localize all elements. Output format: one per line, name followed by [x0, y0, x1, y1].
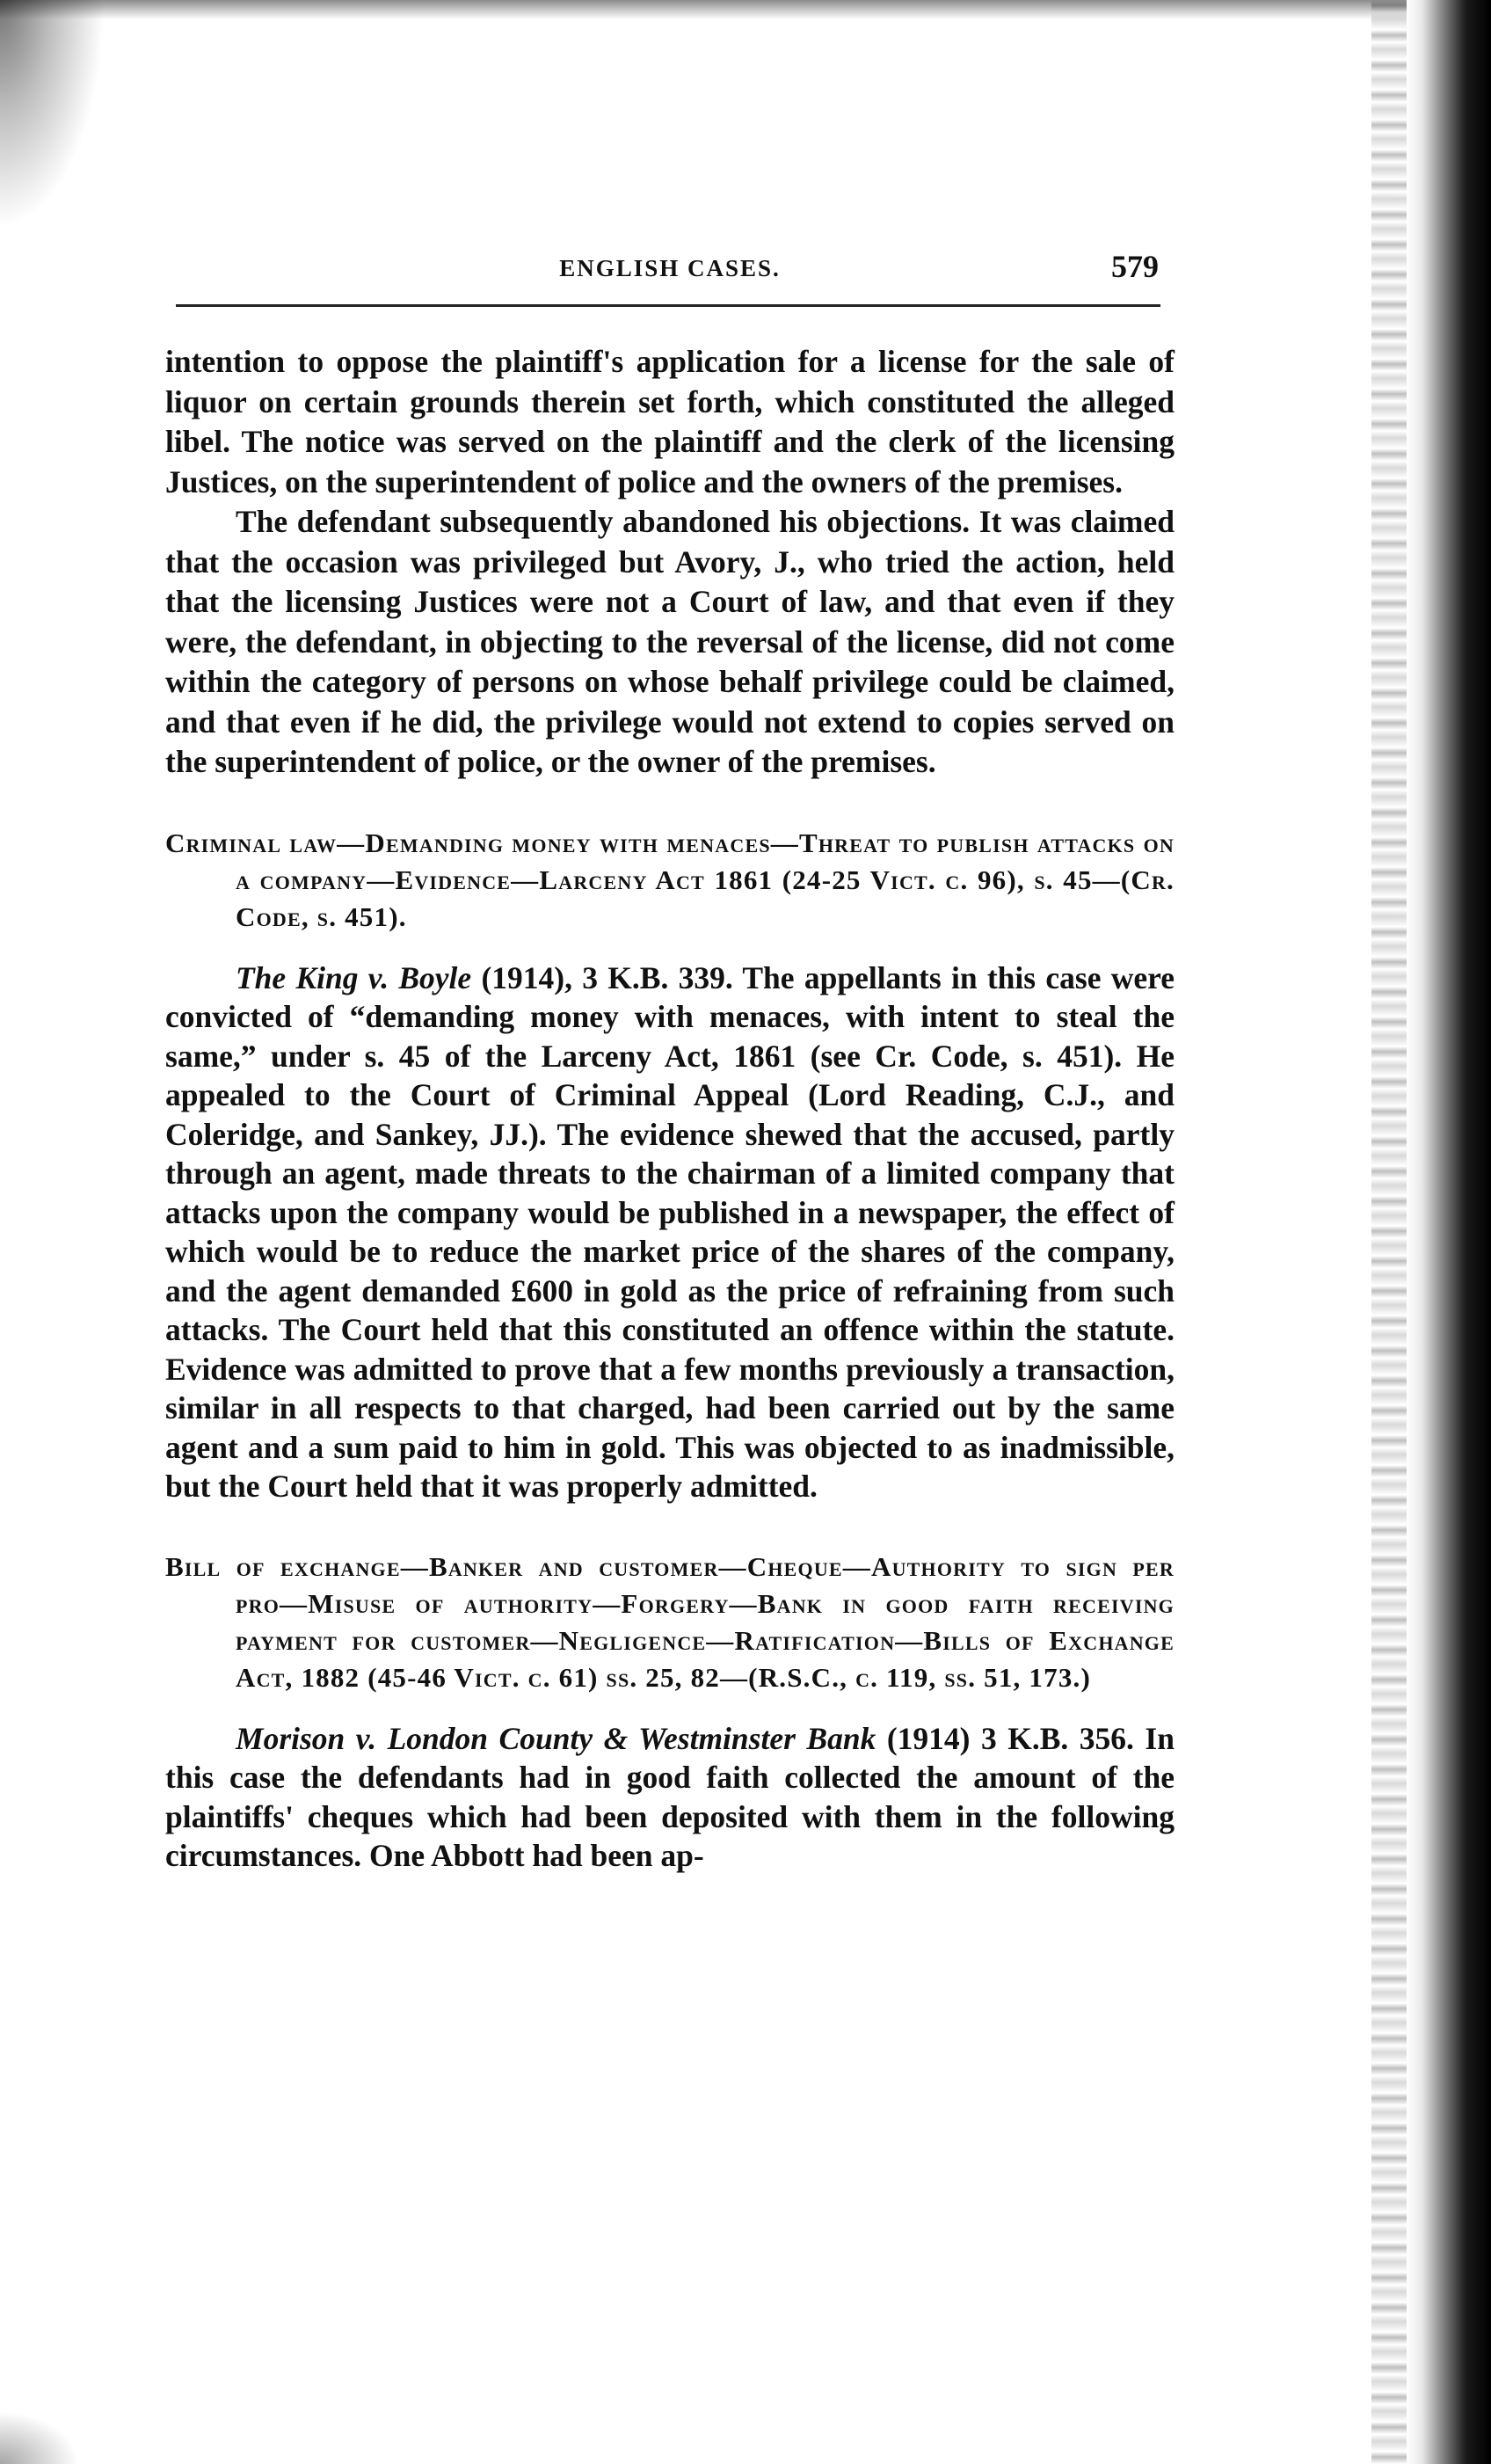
case-summary-king-v-boyle — [165, 959, 1175, 1506]
scan-binding-edge — [1407, 0, 1491, 2464]
case-name: The King v. Boyle — [236, 959, 472, 995]
header-rule — [176, 304, 1160, 307]
running-head — [165, 248, 1175, 292]
case-text: (1914) 3 K.B. 356. In this case the defendants had in good faith collected the amount of the plaintiffs' cheques which had been deposited with them in the following circumstances. One Abbott had been ap- — [165, 1720, 1175, 1873]
scan-corner-shadow — [0, 0, 105, 229]
page-number: 579 — [1111, 249, 1159, 284]
section-heading-bill-of-exchange: Bill of exchange—Banker and customer—Cheque—Authority to sign per pro—Misuse of authority—Forgery—Bank in good faith receiving payment for customer—Negligence—Ratification—Bills of Exchange Act, 1882 (45-46 Vict. c. 61) ss. 25, 82—(R.S.C., c. 119, ss. 51, 173.) — [165, 1550, 1175, 1693]
scan-top-shadow — [0, 0, 1491, 19]
book-page — [165, 248, 1175, 1876]
scan-binding-texture — [1371, 0, 1407, 2464]
paragraph-continuation: intention to oppose the plaintiff's application for a license for the sale of liquor on certain grounds therein set forth, which constituted the alleged libel. The notice was served on the plaintiff and the clerk of the licensing Justices, on the superintendent of police and the owners of the premises. — [165, 344, 1175, 499]
section-heading-criminal-law: Criminal law—Demanding money with menaces—Threat to publish attacks on a company—Evidence—Larceny Act 1861 (24-25 Vict. c. 96), s. 45—(Cr. Code, s. 451). — [165, 827, 1175, 932]
case-text: (1914), 3 K.B. 339. The appellants in this case were convicted of “demanding money with menaces, with intent to steal the same,” under s. 45 of the Larceny Act, 1861 (see Cr. Code, s. 451). He appealed to the Court of Criminal Appeal (Lord Reading, C.J., and Coleridge, and Sankey, JJ.). The evidence shewed that the accused, partly through an agent, made threats to the chairman of a limited company that attacks upon the company would be published in a newspaper, the effect of which would be to reduce the market price of the shares of the company, and the agent demanded £600 in gold as the price of refraining from such attacks. The Court held that this constituted an offence within the statute. Evidence was admitted to prove that a few months previously a transaction, similar in all respects to that charged, had been carried out by the same agent and a sum paid to him in gold. This was objected to as inadmissible, but the Court held that it was properly admitted. — [165, 959, 1175, 1504]
paragraph-defendant-objections: The defendant subsequently abandoned his objections. It was claimed that the occasion was privileged but Avory, J., who tried the action, held that the licensing Justices were not a Court of law, and that even if they were, the defendant, in objecting to the reversal of the license, did not come within the category of persons on whose behalf privilege could be claimed, and that even if he did, the privilege would not extend to copies served on the superintendent of police, or the owner of the premises. — [165, 504, 1175, 779]
scan-bottom-corner-shadow — [0, 2411, 79, 2464]
opening-text — [165, 342, 1175, 783]
running-title: ENGLISH CASES. — [559, 255, 781, 281]
case-summary-morison — [165, 1719, 1175, 1876]
case-name: Morison v. London County & Westminster Bank — [236, 1720, 876, 1756]
